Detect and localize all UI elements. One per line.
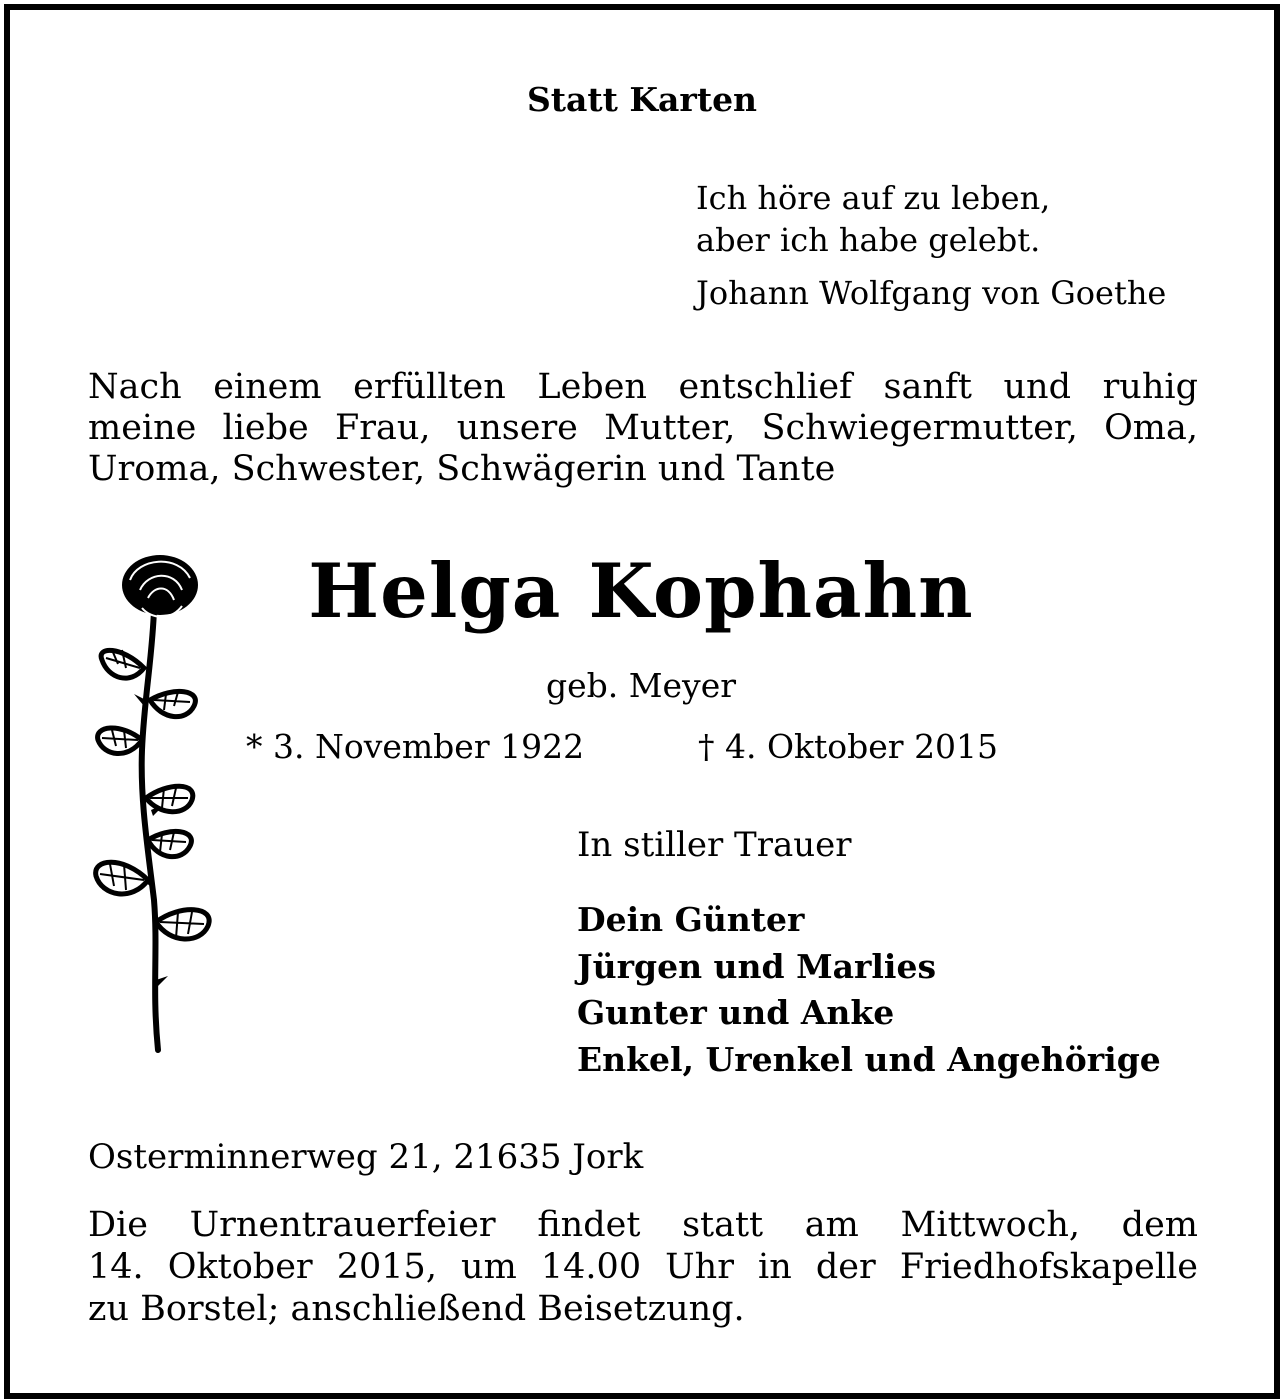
death-date: † 4. Oktober 2015 <box>698 727 999 766</box>
mourner-name: Jürgen und Marlies <box>577 947 937 986</box>
quote-line-2: aber ich habe gelebt. <box>696 221 1041 259</box>
mourner-name: Gunter und Anke <box>577 993 895 1032</box>
address: Osterminnerweg 21, 21635 Jork <box>88 1137 644 1177</box>
birth-date: * 3. November 1922 <box>246 727 585 766</box>
intro-line-2: meine liebe Frau, unsere Mutter, Schwiegermutter, Oma, <box>88 408 1198 448</box>
intro-text <box>88 367 1198 490</box>
quote-author: Johann Wolfgang von Goethe <box>696 274 1167 312</box>
rose-icon <box>82 550 242 1070</box>
intro-line-3: Uroma, Schwester, Schwägerin und Tante <box>88 449 836 489</box>
mourner-name: Enkel, Urenkel und Angehörige <box>577 1040 1161 1079</box>
header-title: Statt Karten <box>526 80 758 119</box>
mourner-name: Dein Günter <box>577 900 805 939</box>
deceased-name: Helga Kophahn <box>308 547 974 635</box>
quote-line-1: Ich höre auf zu leben, <box>696 179 1051 217</box>
mourning-label: In stiller Trauer <box>577 825 852 865</box>
intro-line-1: Nach einem erfüllten Leben entschlief sanft und ruhig <box>88 367 1198 407</box>
ceremony-line-1: Die Urnentrauerfeier findet statt am Mittwoch, dem <box>88 1205 1198 1245</box>
obituary-notice <box>4 4 1280 1399</box>
ceremony-text <box>88 1204 1198 1330</box>
ceremony-line-3: zu Borstel; anschließend Beisetzung. <box>88 1289 745 1329</box>
ceremony-line-2: 14. Oktober 2015, um 14.00 Uhr in der Friedhofskapelle <box>88 1247 1198 1287</box>
birth-name: geb. Meyer <box>545 666 737 705</box>
